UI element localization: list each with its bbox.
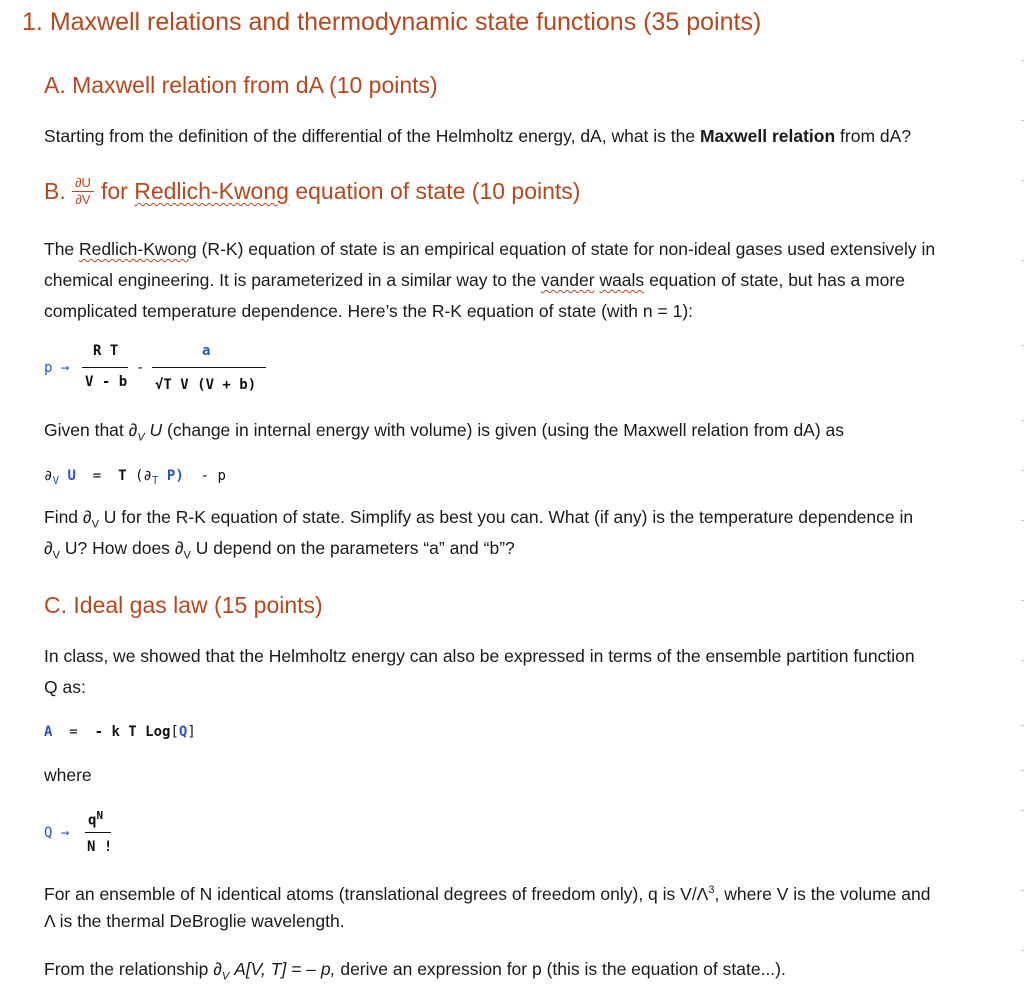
maxwell-eq-t: T xyxy=(118,468,127,484)
part-a-question-pre: Starting from the definition of the differential of the Helmholtz energy, dA, what is the xyxy=(44,126,696,146)
part-b-p1-l1-a: The xyxy=(44,239,75,259)
maxwell-eq-sub1: V xyxy=(52,473,60,487)
helmholtz-eq-rhs: - k T Log xyxy=(94,724,171,740)
part-b-p1-l2-a: chemical engineering. It is parameterized in a similar way to the xyxy=(44,270,537,290)
part-c-title: C. Ideal gas law (15 points) xyxy=(44,592,323,618)
rk-eq-num1: R T xyxy=(93,343,119,359)
helmholtz-eq-close: ] xyxy=(187,724,196,740)
part-c-p3-b: derive an expression for p (this is the equation of state...). xyxy=(340,959,786,979)
find-l2-sub: V xyxy=(52,549,60,562)
part-c-p3-d: ∂ xyxy=(213,959,222,979)
given-u: U xyxy=(149,420,163,440)
partition-eq-num xyxy=(88,809,103,829)
rk-eq-lhs xyxy=(44,360,69,376)
maxwell-eq-p: P) xyxy=(166,468,184,484)
part-a-title: A. Maxwell relation from dA (10 points) xyxy=(44,72,438,98)
part-c-para1-line1: In class, we showed that the Helmholtz energy can also be expressed in terms of the ensemble partition function xyxy=(44,646,915,666)
find-l2-b: U? How does xyxy=(64,538,170,558)
rk-eq-minus: - xyxy=(136,360,145,376)
rk-eq-den1: V - b xyxy=(85,374,128,390)
part-b-title-fraction xyxy=(72,176,94,207)
part-b-title-prefix: B. xyxy=(44,178,66,204)
find-l1-sym: ∂ xyxy=(82,507,92,527)
part-b-frac-num: ∂U xyxy=(75,175,91,190)
given-line xyxy=(44,415,844,454)
part-a-question-post: from dA? xyxy=(840,126,912,146)
helmholtz-eq-q: Q xyxy=(178,724,188,740)
partition-eq-lhs xyxy=(44,825,69,841)
part-c-para3 xyxy=(44,954,786,993)
part-b-title-for: for xyxy=(101,178,128,204)
partition-eq-num-q: q xyxy=(88,812,97,829)
partition-eq-den: N ! xyxy=(87,839,113,855)
part-b-p1-l1-rk: Redlich-Kwong xyxy=(79,239,197,259)
part-c-para2-line1 xyxy=(44,875,930,910)
rk-eq-fracline1 xyxy=(82,367,128,368)
maxwell-eq-eq: = xyxy=(92,468,102,484)
part-b-para1-line2 xyxy=(44,265,905,296)
part-b-title-rest xyxy=(101,178,580,205)
part-b-p1-l2-b: equation of state, but has a more xyxy=(649,270,905,290)
rk-eq-fracline2 xyxy=(152,367,266,368)
given-a: Given that xyxy=(44,420,124,440)
part-b-p1-l2-vdw1: vander xyxy=(541,270,595,290)
helmholtz-eq-eq: = xyxy=(69,724,78,740)
part-b-title xyxy=(44,178,66,205)
maxwell-eq-rest: - p xyxy=(200,468,226,484)
part-b-p1-l1-b: (R-K) equation of state is an empirical equation of state for non-ideal gases used extensively in xyxy=(201,239,936,259)
find-l1-sub: V xyxy=(91,518,99,531)
find-l2-sym: ∂ xyxy=(44,538,53,558)
part-c-p2-l1-sup: 3 xyxy=(708,884,715,896)
find-l1-a: Find xyxy=(44,507,79,527)
partition-eq-fracline xyxy=(85,832,111,833)
part-c-p3-a: From the relationship xyxy=(44,959,209,979)
part-c-p3-expr: A[V, T] = – p, xyxy=(234,959,336,979)
part-b-p1-l2-vdw2: waals xyxy=(599,270,645,290)
maxwell-eq-d: ∂ xyxy=(44,468,53,484)
rk-eq-num2: a xyxy=(202,343,211,359)
part-b-para1-line1 xyxy=(44,234,935,265)
part-b-para1-line3: complicated temperature dependence. Here’s the R-K equation of state (with n = 1): xyxy=(44,301,694,321)
find-l2-sym2: ∂ xyxy=(174,538,184,558)
main-heading-number: 1. xyxy=(22,8,43,36)
part-c-para2-line2: Λ is the thermal DeBroglie wavelength. xyxy=(44,911,345,931)
part-c-p2-l1-b: , where V is the volume and xyxy=(714,883,931,904)
maxwell-eq-sub2: T xyxy=(151,473,159,487)
find-line2 xyxy=(44,533,515,572)
part-c-p2-l1-a: For an ensemble of N identical atoms (translational degrees of freedom only), q is V/Λ xyxy=(44,883,709,904)
helmholtz-eq xyxy=(44,724,196,740)
helmholtz-eq-open: [ xyxy=(170,724,179,740)
given-b: (change in internal energy with volume) is given (using the Maxwell relation from dA) as xyxy=(167,420,845,440)
find-l1-b: U for the R-K equation of state. Simplify as best you can. What (if any) is the temperature dependence in xyxy=(103,507,914,527)
rk-eq-den2: √T V (V + b) xyxy=(155,377,257,393)
part-b-frac-den: ∂V xyxy=(75,192,91,207)
part-b-title-rk: Redlich-Kwong xyxy=(134,178,289,204)
maxwell-eq xyxy=(44,468,226,487)
part-a-question xyxy=(44,121,911,152)
partition-eq-q: Q → xyxy=(44,825,70,841)
part-b-title-suffix: equation of state (10 points) xyxy=(295,178,581,204)
main-heading xyxy=(22,8,761,37)
maxwell-eq-u: U xyxy=(67,468,76,484)
partition-eq-num-sup: N xyxy=(96,809,104,822)
given-sym xyxy=(128,420,145,444)
maxwell-eq-open: (∂ xyxy=(134,468,152,484)
given-sym-d: ∂ xyxy=(128,420,138,440)
main-heading-text: Maxwell relations and thermodynamic state functions (35 points) xyxy=(49,8,762,36)
part-a-question-bold: Maxwell relation xyxy=(699,126,836,146)
find-l2-sub2: V xyxy=(183,549,191,562)
helmholtz-eq-a: A xyxy=(44,724,53,740)
where-text: where xyxy=(44,765,92,785)
part-c-p3-sym xyxy=(213,959,230,983)
given-sym-sub: V xyxy=(137,431,145,444)
part-c-para1-line2: Q as: xyxy=(44,677,86,697)
rk-eq-p: p → xyxy=(44,360,70,376)
find-l2-c: U depend on the parameters “a” and “b”? xyxy=(195,538,515,558)
part-c-p3-sub: V xyxy=(221,970,230,983)
